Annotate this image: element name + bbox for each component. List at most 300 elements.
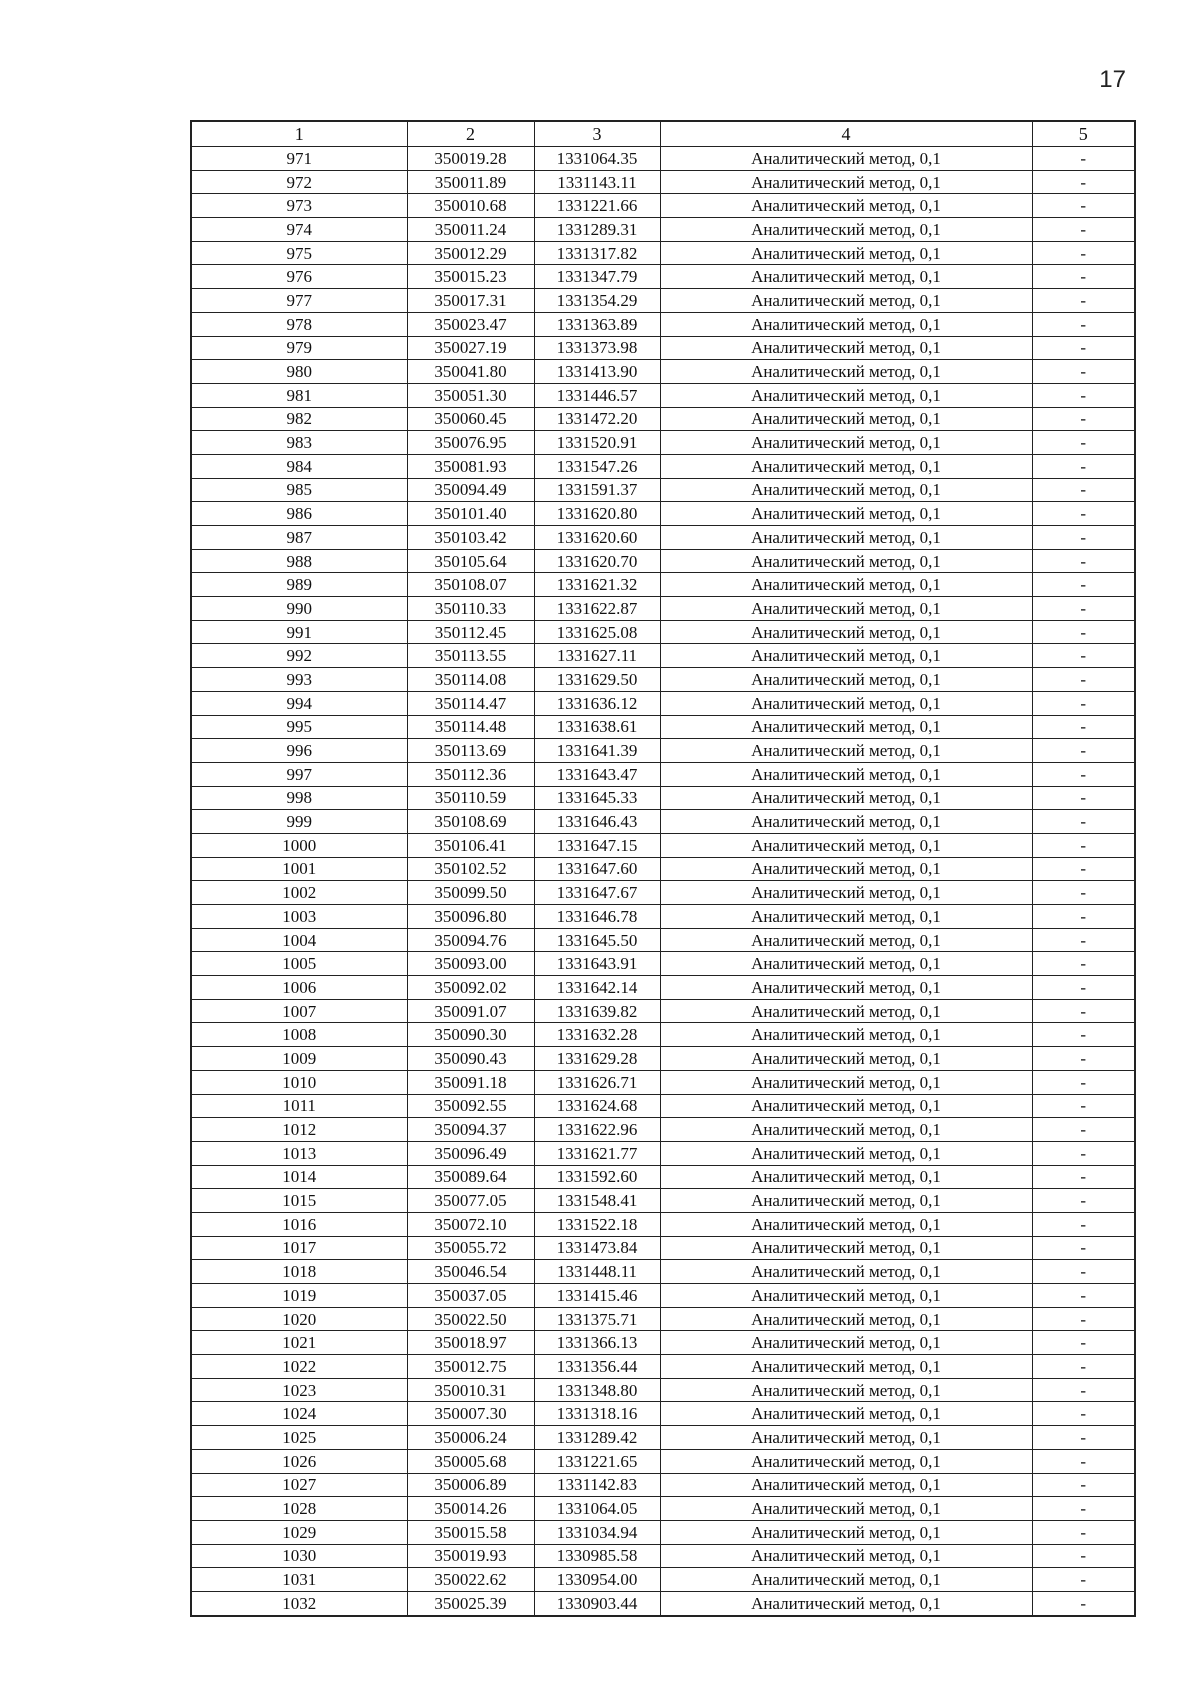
method-accuracy-cell: Аналитический метод, 0,1 — [660, 1070, 1032, 1094]
x-coordinate-cell: 350072.10 — [407, 1212, 534, 1236]
method-accuracy-cell: Аналитический метод, 0,1 — [660, 1331, 1032, 1355]
y-coordinate-cell: 1331366.13 — [534, 1331, 660, 1355]
note-cell: - — [1032, 312, 1135, 336]
y-coordinate-cell: 1330954.00 — [534, 1568, 660, 1592]
point-number-cell: 1009 — [191, 1047, 407, 1071]
point-number-cell: 1024 — [191, 1402, 407, 1426]
method-accuracy-cell: Аналитический метод, 0,1 — [660, 1426, 1032, 1450]
method-accuracy-cell: Аналитический метод, 0,1 — [660, 360, 1032, 384]
y-coordinate-cell: 1331221.65 — [534, 1449, 660, 1473]
table-row — [191, 786, 1135, 810]
table-row — [191, 1591, 1135, 1615]
y-coordinate-cell: 1331289.42 — [534, 1426, 660, 1450]
table-row — [191, 194, 1135, 218]
y-coordinate-cell: 1331318.16 — [534, 1402, 660, 1426]
x-coordinate-cell: 350012.29 — [407, 241, 534, 265]
note-cell: - — [1032, 857, 1135, 881]
note-cell: - — [1032, 1236, 1135, 1260]
x-coordinate-cell: 350092.55 — [407, 1094, 534, 1118]
method-accuracy-cell: Аналитический метод, 0,1 — [660, 810, 1032, 834]
point-number-cell: 971 — [191, 147, 407, 171]
note-cell: - — [1032, 265, 1135, 289]
method-accuracy-cell: Аналитический метод, 0,1 — [660, 976, 1032, 1000]
method-accuracy-cell: Аналитический метод, 0,1 — [660, 833, 1032, 857]
table-row — [191, 691, 1135, 715]
y-coordinate-cell: 1331620.60 — [534, 526, 660, 550]
method-accuracy-cell: Аналитический метод, 0,1 — [660, 454, 1032, 478]
table-row — [191, 1473, 1135, 1497]
y-coordinate-cell: 1331415.46 — [534, 1284, 660, 1308]
y-coordinate-cell: 1331629.50 — [534, 668, 660, 692]
note-cell: - — [1032, 1070, 1135, 1094]
note-cell: - — [1032, 1331, 1135, 1355]
point-number-cell: 1017 — [191, 1236, 407, 1260]
y-coordinate-cell: 1331643.91 — [534, 952, 660, 976]
point-number-cell: 1011 — [191, 1094, 407, 1118]
note-cell: - — [1032, 1260, 1135, 1284]
x-coordinate-cell: 350014.26 — [407, 1497, 534, 1521]
note-cell: - — [1032, 1118, 1135, 1142]
method-accuracy-cell: Аналитический метод, 0,1 — [660, 218, 1032, 242]
x-coordinate-cell: 350081.93 — [407, 454, 534, 478]
y-coordinate-cell: 1331363.89 — [534, 312, 660, 336]
x-coordinate-cell: 350101.40 — [407, 502, 534, 526]
y-coordinate-cell: 1331622.87 — [534, 597, 660, 621]
x-coordinate-cell: 350060.45 — [407, 407, 534, 431]
method-accuracy-cell: Аналитический метод, 0,1 — [660, 1591, 1032, 1615]
note-cell: - — [1032, 1307, 1135, 1331]
point-number-cell: 1022 — [191, 1355, 407, 1379]
point-number-cell: 1026 — [191, 1449, 407, 1473]
method-accuracy-cell: Аналитический метод, 0,1 — [660, 241, 1032, 265]
y-coordinate-cell: 1331592.60 — [534, 1165, 660, 1189]
y-coordinate-cell: 1331622.96 — [534, 1118, 660, 1142]
y-coordinate-cell: 1331591.37 — [534, 478, 660, 502]
method-accuracy-cell: Аналитический метод, 0,1 — [660, 1520, 1032, 1544]
note-cell: - — [1032, 1165, 1135, 1189]
method-accuracy-cell: Аналитический метод, 0,1 — [660, 1544, 1032, 1568]
y-coordinate-cell: 1330903.44 — [534, 1591, 660, 1615]
table-row — [191, 928, 1135, 952]
table-row — [191, 1212, 1135, 1236]
y-coordinate-cell: 1331647.15 — [534, 833, 660, 857]
y-coordinate-cell: 1331646.43 — [534, 810, 660, 834]
y-coordinate-cell: 1331472.20 — [534, 407, 660, 431]
x-coordinate-cell: 350089.64 — [407, 1165, 534, 1189]
table-row — [191, 383, 1135, 407]
x-coordinate-cell: 350077.05 — [407, 1189, 534, 1213]
x-coordinate-cell: 350022.62 — [407, 1568, 534, 1592]
table-row — [191, 502, 1135, 526]
point-number-cell: 1001 — [191, 857, 407, 881]
table-row — [191, 833, 1135, 857]
table-row — [191, 1497, 1135, 1521]
note-cell: - — [1032, 715, 1135, 739]
x-coordinate-cell: 350112.36 — [407, 762, 534, 786]
y-coordinate-cell: 1331548.41 — [534, 1189, 660, 1213]
method-accuracy-cell: Аналитический метод, 0,1 — [660, 170, 1032, 194]
method-accuracy-cell: Аналитический метод, 0,1 — [660, 1047, 1032, 1071]
note-cell: - — [1032, 1426, 1135, 1450]
point-number-cell: 973 — [191, 194, 407, 218]
table-row — [191, 1236, 1135, 1260]
table-row — [191, 1402, 1135, 1426]
x-coordinate-cell: 350019.28 — [407, 147, 534, 171]
method-accuracy-cell: Аналитический метод, 0,1 — [660, 952, 1032, 976]
point-number-cell: 1030 — [191, 1544, 407, 1568]
y-coordinate-cell: 1331647.60 — [534, 857, 660, 881]
table-row — [191, 739, 1135, 763]
method-accuracy-cell: Аналитический метод, 0,1 — [660, 644, 1032, 668]
x-coordinate-cell: 350105.64 — [407, 549, 534, 573]
note-cell: - — [1032, 1568, 1135, 1592]
note-cell: - — [1032, 170, 1135, 194]
method-accuracy-cell: Аналитический метод, 0,1 — [660, 265, 1032, 289]
x-coordinate-cell: 350037.05 — [407, 1284, 534, 1308]
point-number-cell: 1005 — [191, 952, 407, 976]
table-row — [191, 597, 1135, 621]
y-coordinate-cell: 1331629.28 — [534, 1047, 660, 1071]
note-cell: - — [1032, 1047, 1135, 1071]
x-coordinate-cell: 350114.47 — [407, 691, 534, 715]
method-accuracy-cell: Аналитический метод, 0,1 — [660, 312, 1032, 336]
y-coordinate-cell: 1331317.82 — [534, 241, 660, 265]
x-coordinate-cell: 350025.39 — [407, 1591, 534, 1615]
note-cell: - — [1032, 620, 1135, 644]
y-coordinate-cell: 1331354.29 — [534, 289, 660, 313]
x-coordinate-cell: 350108.69 — [407, 810, 534, 834]
method-accuracy-cell: Аналитический метод, 0,1 — [660, 1402, 1032, 1426]
method-accuracy-cell: Аналитический метод, 0,1 — [660, 336, 1032, 360]
note-cell: - — [1032, 1284, 1135, 1308]
x-coordinate-cell: 350090.30 — [407, 1023, 534, 1047]
note-cell: - — [1032, 668, 1135, 692]
method-accuracy-cell: Аналитический метод, 0,1 — [660, 1497, 1032, 1521]
x-coordinate-cell: 350114.08 — [407, 668, 534, 692]
table-row — [191, 1426, 1135, 1450]
table-row — [191, 360, 1135, 384]
table-row — [191, 1094, 1135, 1118]
point-number-cell: 1014 — [191, 1165, 407, 1189]
y-coordinate-cell: 1331626.71 — [534, 1070, 660, 1094]
x-coordinate-cell: 350099.50 — [407, 881, 534, 905]
table-row — [191, 668, 1135, 692]
point-number-cell: 978 — [191, 312, 407, 336]
note-cell: - — [1032, 952, 1135, 976]
note-cell: - — [1032, 218, 1135, 242]
y-coordinate-cell: 1331647.67 — [534, 881, 660, 905]
x-coordinate-cell: 350022.50 — [407, 1307, 534, 1331]
note-cell: - — [1032, 1189, 1135, 1213]
table-row — [191, 1378, 1135, 1402]
note-cell: - — [1032, 1378, 1135, 1402]
method-accuracy-cell: Аналитический метод, 0,1 — [660, 549, 1032, 573]
y-coordinate-cell: 1331143.11 — [534, 170, 660, 194]
method-accuracy-cell: Аналитический метод, 0,1 — [660, 1568, 1032, 1592]
x-coordinate-cell: 350010.68 — [407, 194, 534, 218]
x-coordinate-cell: 350102.52 — [407, 857, 534, 881]
header-cell-4: 4 — [660, 121, 1032, 147]
y-coordinate-cell: 1331375.71 — [534, 1307, 660, 1331]
header-cell-3: 3 — [534, 121, 660, 147]
x-coordinate-cell: 350103.42 — [407, 526, 534, 550]
y-coordinate-cell: 1331520.91 — [534, 431, 660, 455]
point-number-cell: 1032 — [191, 1591, 407, 1615]
point-number-cell: 1010 — [191, 1070, 407, 1094]
y-coordinate-cell: 1331643.47 — [534, 762, 660, 786]
point-number-cell: 983 — [191, 431, 407, 455]
x-coordinate-cell: 350015.23 — [407, 265, 534, 289]
method-accuracy-cell: Аналитический метод, 0,1 — [660, 502, 1032, 526]
note-cell: - — [1032, 454, 1135, 478]
method-accuracy-cell: Аналитический метод, 0,1 — [660, 928, 1032, 952]
note-cell: - — [1032, 1023, 1135, 1047]
x-coordinate-cell: 350096.49 — [407, 1141, 534, 1165]
note-cell: - — [1032, 1520, 1135, 1544]
note-cell: - — [1032, 762, 1135, 786]
method-accuracy-cell: Аналитический метод, 0,1 — [660, 383, 1032, 407]
note-cell: - — [1032, 289, 1135, 313]
method-accuracy-cell: Аналитический метод, 0,1 — [660, 407, 1032, 431]
note-cell: - — [1032, 1449, 1135, 1473]
x-coordinate-cell: 350094.37 — [407, 1118, 534, 1142]
table-row — [191, 999, 1135, 1023]
method-accuracy-cell: Аналитический метод, 0,1 — [660, 739, 1032, 763]
x-coordinate-cell: 350023.47 — [407, 312, 534, 336]
point-number-cell: 999 — [191, 810, 407, 834]
table-row — [191, 1047, 1135, 1071]
point-number-cell: 972 — [191, 170, 407, 194]
point-number-cell: 1013 — [191, 1141, 407, 1165]
method-accuracy-cell: Аналитический метод, 0,1 — [660, 691, 1032, 715]
note-cell: - — [1032, 1212, 1135, 1236]
note-cell: - — [1032, 597, 1135, 621]
y-coordinate-cell: 1331620.70 — [534, 549, 660, 573]
note-cell: - — [1032, 360, 1135, 384]
table-row — [191, 1023, 1135, 1047]
y-coordinate-cell: 1331064.35 — [534, 147, 660, 171]
point-number-cell: 976 — [191, 265, 407, 289]
method-accuracy-cell: Аналитический метод, 0,1 — [660, 1260, 1032, 1284]
table-row — [191, 857, 1135, 881]
table-row — [191, 1141, 1135, 1165]
y-coordinate-cell: 1331142.83 — [534, 1473, 660, 1497]
table-row — [191, 312, 1135, 336]
y-coordinate-cell: 1331620.80 — [534, 502, 660, 526]
point-number-cell: 979 — [191, 336, 407, 360]
table-row — [191, 620, 1135, 644]
point-number-cell: 988 — [191, 549, 407, 573]
note-cell: - — [1032, 644, 1135, 668]
point-number-cell: 998 — [191, 786, 407, 810]
table-row — [191, 431, 1135, 455]
point-number-cell: 991 — [191, 620, 407, 644]
note-cell: - — [1032, 905, 1135, 929]
method-accuracy-cell: Аналитический метод, 0,1 — [660, 1355, 1032, 1379]
y-coordinate-cell: 1331446.57 — [534, 383, 660, 407]
point-number-cell: 994 — [191, 691, 407, 715]
point-number-cell: 984 — [191, 454, 407, 478]
point-number-cell: 1007 — [191, 999, 407, 1023]
point-number-cell: 1008 — [191, 1023, 407, 1047]
method-accuracy-cell: Аналитический метод, 0,1 — [660, 289, 1032, 313]
y-coordinate-cell: 1331639.82 — [534, 999, 660, 1023]
point-number-cell: 1020 — [191, 1307, 407, 1331]
note-cell: - — [1032, 1473, 1135, 1497]
x-coordinate-cell: 350010.31 — [407, 1378, 534, 1402]
y-coordinate-cell: 1331413.90 — [534, 360, 660, 384]
point-number-cell: 1021 — [191, 1331, 407, 1355]
table-row — [191, 1307, 1135, 1331]
table-row — [191, 1118, 1135, 1142]
x-coordinate-cell: 350006.89 — [407, 1473, 534, 1497]
point-number-cell: 974 — [191, 218, 407, 242]
method-accuracy-cell: Аналитический метод, 0,1 — [660, 1094, 1032, 1118]
x-coordinate-cell: 350006.24 — [407, 1426, 534, 1450]
point-number-cell: 1023 — [191, 1378, 407, 1402]
x-coordinate-cell: 350096.80 — [407, 905, 534, 929]
point-number-cell: 992 — [191, 644, 407, 668]
x-coordinate-cell: 350114.48 — [407, 715, 534, 739]
note-cell: - — [1032, 1094, 1135, 1118]
x-coordinate-cell: 350027.19 — [407, 336, 534, 360]
table-row — [191, 170, 1135, 194]
table-row — [191, 265, 1135, 289]
point-number-cell: 975 — [191, 241, 407, 265]
point-number-cell: 1019 — [191, 1284, 407, 1308]
x-coordinate-cell: 350112.45 — [407, 620, 534, 644]
table-row — [191, 1520, 1135, 1544]
point-number-cell: 1004 — [191, 928, 407, 952]
y-coordinate-cell: 1330985.58 — [534, 1544, 660, 1568]
method-accuracy-cell: Аналитический метод, 0,1 — [660, 620, 1032, 644]
table-header-row — [191, 121, 1135, 147]
table-row — [191, 549, 1135, 573]
x-coordinate-cell: 350046.54 — [407, 1260, 534, 1284]
point-number-cell: 1029 — [191, 1520, 407, 1544]
y-coordinate-cell: 1331642.14 — [534, 976, 660, 1000]
method-accuracy-cell: Аналитический метод, 0,1 — [660, 762, 1032, 786]
point-number-cell: 989 — [191, 573, 407, 597]
table-row — [191, 407, 1135, 431]
x-coordinate-cell: 350106.41 — [407, 833, 534, 857]
table-row — [191, 1070, 1135, 1094]
y-coordinate-cell: 1331522.18 — [534, 1212, 660, 1236]
y-coordinate-cell: 1331646.78 — [534, 905, 660, 929]
method-accuracy-cell: Аналитический метод, 0,1 — [660, 1378, 1032, 1402]
table-row — [191, 289, 1135, 313]
point-number-cell: 1000 — [191, 833, 407, 857]
table-row — [191, 905, 1135, 929]
y-coordinate-cell: 1331636.12 — [534, 691, 660, 715]
table-row — [191, 1544, 1135, 1568]
point-number-cell: 985 — [191, 478, 407, 502]
method-accuracy-cell: Аналитический метод, 0,1 — [660, 1141, 1032, 1165]
table-row — [191, 1165, 1135, 1189]
point-number-cell: 995 — [191, 715, 407, 739]
table-row — [191, 218, 1135, 242]
note-cell: - — [1032, 478, 1135, 502]
table-row — [191, 810, 1135, 834]
point-number-cell: 996 — [191, 739, 407, 763]
note-cell: - — [1032, 336, 1135, 360]
x-coordinate-cell: 350091.07 — [407, 999, 534, 1023]
table-row — [191, 241, 1135, 265]
table-row — [191, 644, 1135, 668]
point-number-cell: 981 — [191, 383, 407, 407]
x-coordinate-cell: 350092.02 — [407, 976, 534, 1000]
method-accuracy-cell: Аналитический метод, 0,1 — [660, 194, 1032, 218]
header-cell-1: 1 — [191, 121, 407, 147]
header-cell-2: 2 — [407, 121, 534, 147]
point-number-cell: 1016 — [191, 1212, 407, 1236]
table-row — [191, 526, 1135, 550]
point-number-cell: 1003 — [191, 905, 407, 929]
method-accuracy-cell: Аналитический метод, 0,1 — [660, 1212, 1032, 1236]
method-accuracy-cell: Аналитический метод, 0,1 — [660, 1473, 1032, 1497]
note-cell: - — [1032, 194, 1135, 218]
method-accuracy-cell: Аналитический метод, 0,1 — [660, 905, 1032, 929]
method-accuracy-cell: Аналитический метод, 0,1 — [660, 786, 1032, 810]
y-coordinate-cell: 1331621.77 — [534, 1141, 660, 1165]
coordinates-table — [190, 120, 1136, 1617]
point-number-cell: 1006 — [191, 976, 407, 1000]
point-number-cell: 1015 — [191, 1189, 407, 1213]
y-coordinate-cell: 1331547.26 — [534, 454, 660, 478]
x-coordinate-cell: 350011.24 — [407, 218, 534, 242]
method-accuracy-cell: Аналитический метод, 0,1 — [660, 526, 1032, 550]
note-cell: - — [1032, 881, 1135, 905]
table-row — [191, 1449, 1135, 1473]
method-accuracy-cell: Аналитический метод, 0,1 — [660, 147, 1032, 171]
note-cell: - — [1032, 1544, 1135, 1568]
method-accuracy-cell: Аналитический метод, 0,1 — [660, 1236, 1032, 1260]
y-coordinate-cell: 1331627.11 — [534, 644, 660, 668]
note-cell: - — [1032, 573, 1135, 597]
x-coordinate-cell: 350094.49 — [407, 478, 534, 502]
method-accuracy-cell: Аналитический метод, 0,1 — [660, 1118, 1032, 1142]
note-cell: - — [1032, 241, 1135, 265]
table-row — [191, 336, 1135, 360]
point-number-cell: 980 — [191, 360, 407, 384]
point-number-cell: 987 — [191, 526, 407, 550]
header-cell-5: 5 — [1032, 121, 1135, 147]
note-cell: - — [1032, 502, 1135, 526]
method-accuracy-cell: Аналитический метод, 0,1 — [660, 1165, 1032, 1189]
point-number-cell: 993 — [191, 668, 407, 692]
point-number-cell: 977 — [191, 289, 407, 313]
table-row — [191, 1189, 1135, 1213]
note-cell: - — [1032, 810, 1135, 834]
x-coordinate-cell: 350108.07 — [407, 573, 534, 597]
method-accuracy-cell: Аналитический метод, 0,1 — [660, 1307, 1032, 1331]
table-row — [191, 976, 1135, 1000]
point-number-cell: 1028 — [191, 1497, 407, 1521]
x-coordinate-cell: 350007.30 — [407, 1402, 534, 1426]
method-accuracy-cell: Аналитический метод, 0,1 — [660, 881, 1032, 905]
note-cell: - — [1032, 549, 1135, 573]
note-cell: - — [1032, 999, 1135, 1023]
y-coordinate-cell: 1331448.11 — [534, 1260, 660, 1284]
x-coordinate-cell: 350011.89 — [407, 170, 534, 194]
point-number-cell: 1031 — [191, 1568, 407, 1592]
table-row — [191, 952, 1135, 976]
y-coordinate-cell: 1331347.79 — [534, 265, 660, 289]
point-number-cell: 1025 — [191, 1426, 407, 1450]
table-row — [191, 1331, 1135, 1355]
point-number-cell: 1002 — [191, 881, 407, 905]
table-body — [191, 147, 1135, 1616]
